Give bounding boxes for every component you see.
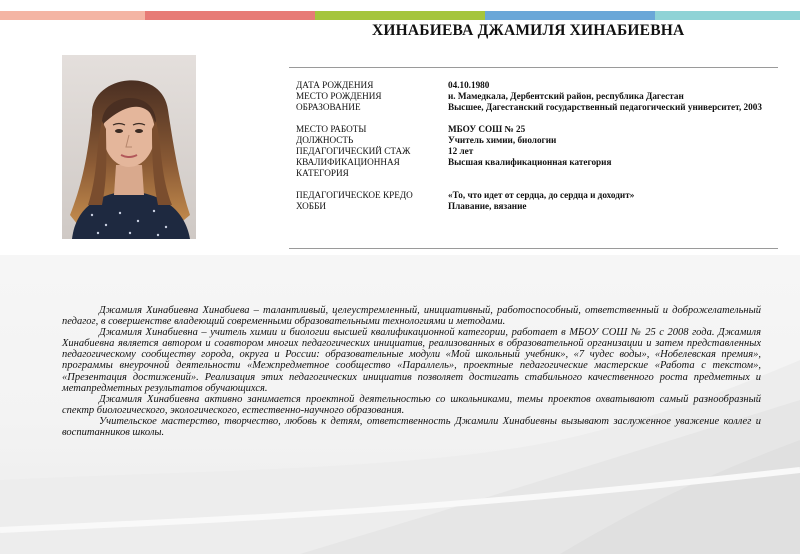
info-label: ПЕДАГОГИЧЕСКИЙ СТАЖ — [296, 146, 411, 156]
info-label: ДОЛЖНОСТЬ — [296, 135, 354, 145]
info-value: 04.10.1980 — [448, 80, 490, 90]
bio-paragraph: Джамиля Хинабиевна – учитель химии и биологии высшей квалификационной категории, работает в МБОУ СОШ № 25 с 2008 года. Джамиля Хинабиевна является автором и соавтором многих педагогических инициатив, реализованных в образовательной организации и затем представленных педагогическому сообществу города, округа и России: образовательные модули «Мой школьный учебник», «7 чудес воды», «Нобелевская премия», программы внеурочной деятельности «Межпредметное сообщество «Параллель», проектные педагогические мастерские «Работа с текстом», «Презентация достижений». Реализация этих педагогических инициатив позволяет достигать стабильного качественного роста предметных и метапредметных результатов обучающихся. — [62, 327, 761, 394]
bio-paragraph: Учительское мастерство, творчество, любовь к детям, ответственность Джамили Хинабиевны вызывают заслуженное уважение коллег и воспитанников школы. — [62, 415, 761, 439]
info-row-birthdate — [296, 80, 781, 91]
stripe-segment — [485, 11, 655, 20]
info-row-education — [296, 102, 781, 113]
info-value: «То, что идет от сердца, до сердца и доходит» — [448, 190, 635, 200]
info-value: Высшая квалификационная категория — [448, 157, 612, 167]
stripe-segment — [145, 11, 315, 20]
info-value: Учитель химии, биологии — [448, 135, 557, 145]
info-divider-bottom — [289, 248, 778, 249]
top-color-stripe — [0, 11, 800, 20]
portrait-photo — [62, 55, 196, 239]
stripe-segment — [0, 11, 145, 20]
info-label: МЕСТО РОЖДЕНИЯ — [296, 91, 382, 101]
info-divider-top — [289, 67, 778, 68]
stripe-segment — [655, 11, 800, 20]
info-value: МБОУ СОШ № 25 — [448, 124, 526, 134]
stripe-segment — [315, 11, 485, 20]
page-title: ХИНАБИЕВА ДЖАМИЛЯ ХИНАБИЕВНА — [372, 22, 685, 39]
info-row-experience — [296, 146, 781, 157]
info-label: ПЕДАГОГИЧЕСКОЕ КРЕДО — [296, 190, 413, 200]
info-label: ХОББИ — [296, 201, 326, 211]
info-value: Плавание, вязание — [448, 201, 527, 211]
info-label: ОБРАЗОВАНИЕ — [296, 102, 361, 112]
info-value: Высшее, Дагестанский государственный педагогический университет, 2003 — [448, 102, 762, 112]
info-row-birthplace — [296, 91, 781, 102]
bio-paragraph: Джамиля Хинабиевна Хинабиева – талантливый, целеустремленный, инициативный, работоспособный, ответственный и доброжелательный педагог, в совершенстве владеющий современными образовательными технологиями и методами. — [62, 305, 761, 328]
info-row-workplace — [296, 124, 781, 135]
biography-text — [62, 305, 761, 438]
info-row-category — [296, 157, 781, 179]
info-value: и. Мамедкала, Дербентский район, республика Дагестан — [448, 91, 684, 101]
info-value: 12 лет — [448, 146, 474, 156]
info-row-hobby — [296, 201, 781, 212]
bio-paragraph: Джамиля Хинабиевна активно занимается проектной деятельностью со школьниками, темы проектов охватывают самый разнообразный спектр биологического, экологического, естественно-научного образования. — [62, 393, 761, 416]
info-label: МЕСТО РАБОТЫ — [296, 124, 367, 134]
info-label: ДАТА РОЖДЕНИЯ — [296, 80, 374, 90]
info-row-position — [296, 135, 781, 146]
info-label: КВАЛИФИКАЦИОННАЯ КАТЕГОРИЯ — [296, 157, 400, 178]
info-row-credo — [296, 190, 781, 201]
